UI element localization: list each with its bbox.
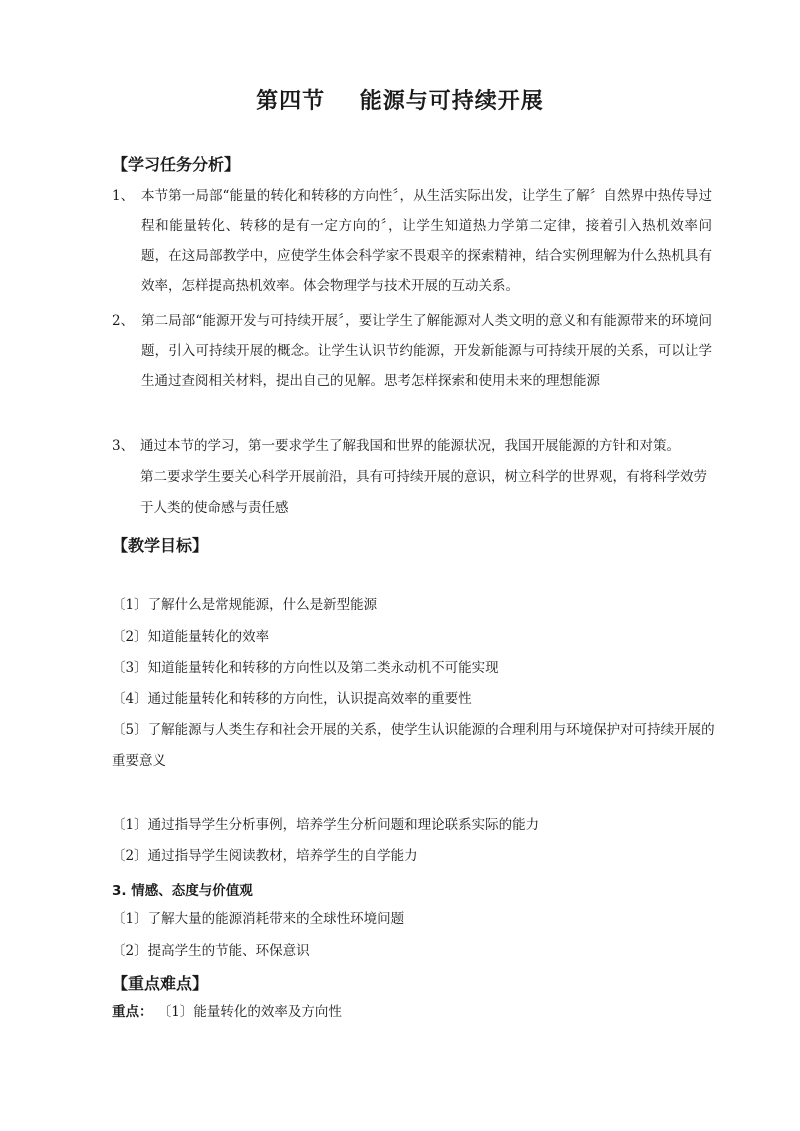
task-item-number: 1、 <box>112 188 135 204</box>
task-item-text: 第二局部“能源开发与可持续开展〞，要让学生了解能源对人类文明的意义和有能源带来的环境问题，引入可持续开展的概念。让学生认识节约能源，开发新能源与可持续开展的关系，可以让学生通过查阅相关材料，提出自己的见解。思考怎样探索和使用未来的理想能源 <box>141 313 712 389</box>
task-item-2 <box>112 306 712 396</box>
key-point-label: 重点： <box>112 1004 153 1020</box>
task-item-3-line1 <box>112 431 715 462</box>
attitude-item: 〔2〕提高学生的节能、环保意识 <box>112 943 310 959</box>
key-points-heading: 【重点难点】 <box>112 974 209 993</box>
goal-item: 〔3〕知道能量转化和转移的方向性以及第二类永动机不可能实现 <box>112 660 499 676</box>
task-item-text: 通过本节的学习，第一要求学生了解我国和世界的能源状况，我国开展能源的方针和对策。 <box>140 438 680 454</box>
teaching-goals-heading: 【教学目标】 <box>112 536 209 555</box>
process-item: 〔1〕通过指导学生分析事例，培养学生分析问题和理论联系实际的能力 <box>112 817 540 833</box>
goal-item: 〔1〕了解什么是常规能源，什么是新型能源 <box>112 597 378 613</box>
task-analysis-heading: 【学习任务分析】 <box>112 155 241 174</box>
page-title: 第四节 能源与可持续开展 <box>256 89 544 114</box>
key-point-row <box>112 997 722 1028</box>
goal-item: 〔2〕知道能量转化的效率 <box>112 629 270 645</box>
task-item-3 <box>112 431 715 524</box>
task-item-3-line2: 第二要求学生要关心科学开展前沿，具有可持续开展的意识，树立科学的世界观，有将科学效劳于人类的使命感与责任感 <box>140 469 707 516</box>
key-point-text: 〔1〕能量转化的效率及方向性 <box>164 1004 342 1020</box>
goal-item: 〔4〕通过能量转化和转移的方向性，认识提高效率的重要性 <box>112 691 472 707</box>
process-item: 〔2〕通过指导学生阅读教材，培养学生的自学能力 <box>112 848 418 864</box>
goal-item: 〔5〕了解能源与人类生存和社会开展的关系，使学生认识能源的合理利用与环境保护对可持续开展的重要意义 <box>112 722 715 769</box>
task-item-number: 3、 <box>112 438 135 454</box>
task-item-1 <box>112 181 712 301</box>
attitude-item: 〔1〕了解大量的能源消耗带来的全球性环境问题 <box>112 911 405 927</box>
task-item-number: 2、 <box>112 313 135 329</box>
attitude-heading: 3. 情感、态度与价值观 <box>112 883 253 899</box>
task-item-text: 本节第一局部“能量的转化和转移的方向性〞，从生活实际出发，让学生了解〞自然界中热传导过程和能量转化、转移的是有一定方向的〞，让学生知道热力学第二定律，接着引入热机效率问题，在这局部教学中，应使学生体会科学家不畏艰辛的探索精神，结合实例理解为什么热机具有效率，怎样提高热机效率。体会物理学与技术开展的互动关系。 <box>141 188 712 294</box>
